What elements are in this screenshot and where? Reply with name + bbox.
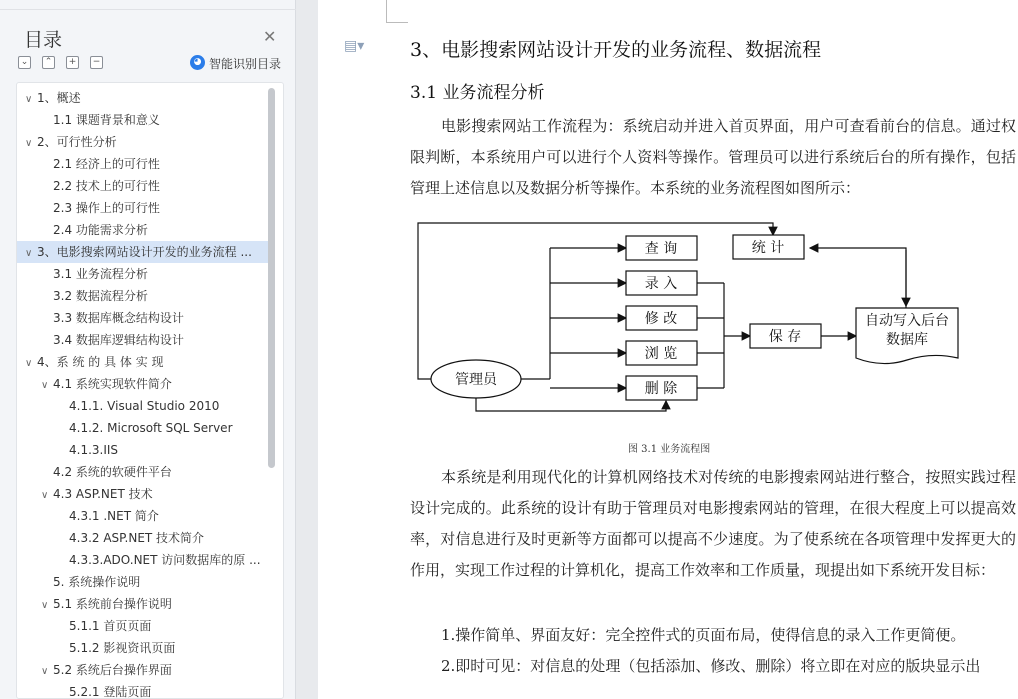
browse-label: 浏 览 (644, 346, 678, 362)
chevron-down-icon[interactable]: ∨ (25, 138, 33, 149)
remove-heading-icon[interactable]: − (90, 56, 103, 69)
figure-caption: 图 3.1 业务流程图 (628, 444, 711, 455)
toc-item[interactable] (17, 285, 269, 307)
toc-item-label: 4.1.2. Microsoft SQL Server (69, 421, 233, 435)
toc-item-label: 4.2 系统的软硬件平台 (53, 465, 172, 479)
stats-label: 统 计 (751, 240, 785, 256)
document-icon[interactable]: ▤▾ (344, 38, 365, 54)
toc-item-label: 2.3 操作上的可行性 (53, 201, 160, 215)
toc-item-label: 2、可行性分析 (37, 135, 117, 149)
toc-item[interactable] (17, 241, 269, 263)
toc-item[interactable] (17, 197, 269, 219)
toc-item-label: 3.2 数据流程分析 (53, 289, 148, 303)
toc-item[interactable] (17, 439, 269, 461)
toc-item[interactable] (17, 593, 269, 615)
toc-item-label: 5.2.1 登陆页面 (69, 685, 152, 699)
toc-item-label: 5.2 系统后台操作界面 (53, 663, 172, 677)
ai-toc-button[interactable]: 智能识别目录 (209, 57, 282, 71)
toc-item[interactable] (17, 219, 269, 241)
toc-item[interactable] (17, 263, 269, 285)
chevron-down-icon[interactable]: ∨ (41, 380, 49, 391)
toc-item-label: 3、电影搜索网站设计开发的业务流程 ... (37, 245, 252, 259)
toc-item[interactable] (17, 351, 269, 373)
query-label: 查 询 (644, 241, 678, 257)
toc-item[interactable] (17, 329, 269, 351)
heading-2: 3.1 业务流程分析 (410, 83, 545, 103)
document-page (318, 0, 1018, 699)
chevron-down-icon[interactable]: ∨ (41, 490, 49, 501)
toc-item[interactable] (17, 505, 269, 527)
paragraph-1: 电影搜索网站工作流程为：系统启动并进入首页界面，用户可查看前台的信息。通过权限判断，本系统用户可以进行个人资料等操作。管理员可以进行系统后台的所有操作，包括管理上述信息以及数据分析等操作。本系统的业务流程图如图所示： (410, 117, 1016, 197)
toc-item-label: 2.1 经济上的可行性 (53, 157, 160, 171)
add-heading-icon[interactable]: + (66, 56, 79, 69)
toc-item-label: 4.3.3.ADO.NET 访问数据库的原 ... (69, 553, 261, 567)
toc-list (16, 82, 284, 699)
toc-sidebar (0, 0, 296, 699)
admin-label: 管理员 (455, 372, 497, 388)
heading-1: 3、电影搜索网站设计开发的业务流程、数据流程 (410, 39, 822, 61)
toc-scrollbar[interactable] (268, 88, 275, 468)
toc-item[interactable] (17, 131, 269, 153)
toc-item-label: 4.3.1 .NET 简介 (69, 509, 159, 523)
chevron-down-icon[interactable]: ∨ (25, 248, 33, 259)
toc-item[interactable] (17, 307, 269, 329)
toc-item-label: 4.3.2 ASP.NET 技术简介 (69, 531, 205, 545)
toc-item[interactable] (17, 373, 269, 395)
toc-item[interactable] (17, 461, 269, 483)
chevron-down-icon[interactable]: ∨ (25, 358, 33, 369)
chevron-down-icon[interactable]: ∨ (25, 94, 33, 105)
toc-item[interactable] (17, 659, 269, 681)
toc-item-label: 1.1 课题背景和意义 (53, 113, 160, 127)
modify-label: 修 改 (644, 311, 678, 327)
toc-item[interactable] (17, 549, 269, 571)
toc-item-label: 5.1 系统前台操作说明 (53, 597, 172, 611)
expand-all-icon[interactable]: ⌄ (18, 56, 31, 69)
db-label-line2: 数据库 (886, 332, 928, 348)
toc-item[interactable] (17, 637, 269, 659)
save-label: 保 存 (768, 329, 802, 345)
toc-item[interactable] (17, 483, 269, 505)
page-corner-mark (386, 0, 387, 22)
toc-item[interactable] (17, 153, 269, 175)
close-icon[interactable]: ✕ (263, 27, 277, 46)
toc-item-label: 2.2 技术上的可行性 (53, 179, 160, 193)
entry-label: 录 入 (644, 276, 678, 292)
toc-item[interactable] (17, 681, 269, 699)
toc-item-label: 1、概述 (37, 91, 81, 105)
delete-label: 删 除 (644, 381, 678, 397)
goal-item-2: 2.即时可见：对信息的处理（包括添加、修改、删除）将立即在对应的版块显示出 (441, 657, 981, 675)
paragraph-2: 本系统是利用现代化的计算机网络技术对传统的电影搜索网站进行整合，按照实践过程设计完成的。此系统的设计有助于管理员对电影搜索网站的管理，在很大程度上可以提高效率，对信息进行及时更新等方面都可以提高不少速度。为了使系统在各项管理中发挥更大的作用，实现工作过程的计算机化，提高工作效率和工作质量，现提出如下系统开发目标： (410, 468, 1016, 579)
toc-item[interactable] (17, 109, 269, 131)
toc-item-label: 3.1 业务流程分析 (53, 267, 148, 281)
toc-item-label: 4.1.3.IIS (69, 443, 119, 457)
toc-item-label: 5. 系统操作说明 (53, 575, 141, 589)
page-corner-mark (386, 22, 408, 23)
toc-item[interactable] (17, 417, 269, 439)
collapse-all-icon[interactable]: ⌃ (42, 56, 55, 69)
toc-item-label: 4.1 系统实现软件简介 (53, 377, 172, 391)
sidebar-title: 目录 (24, 29, 63, 51)
toc-item-label: 2.4 功能需求分析 (53, 223, 148, 237)
goal-item-1: 1.操作简单、界面友好：完全控件式的页面布局，使得信息的录入工作更简便。 (441, 626, 966, 644)
toc-item-label: 4、系 统 的 具 体 实 现 (37, 355, 164, 369)
chevron-down-icon[interactable]: ∨ (41, 600, 49, 611)
toc-item[interactable] (17, 615, 269, 637)
business-flow-diagram (410, 218, 970, 428)
toc-item-label: 5.1.2 影视资讯页面 (69, 641, 176, 655)
toc-item-label: 3.4 数据库逻辑结构设计 (53, 333, 184, 347)
toc-item-label: 5.1.1 首页页面 (69, 619, 152, 633)
toc-item[interactable] (17, 87, 269, 109)
toc-item[interactable] (17, 571, 269, 593)
toc-item[interactable] (17, 527, 269, 549)
db-label-line1: 自动写入后台 (865, 313, 949, 329)
toc-item-label: 4.1.1. Visual Studio 2010 (69, 399, 220, 413)
toc-item-label: 4.3 ASP.NET 技术 (53, 487, 153, 501)
toc-item[interactable] (17, 395, 269, 417)
toc-item[interactable] (17, 175, 269, 197)
toc-item-label: 3.3 数据库概念结构设计 (53, 311, 184, 325)
chevron-down-icon[interactable]: ∨ (41, 666, 49, 677)
sidebar-top-edge (0, 0, 296, 10)
ai-toc-icon[interactable]: ◕ (190, 55, 205, 70)
